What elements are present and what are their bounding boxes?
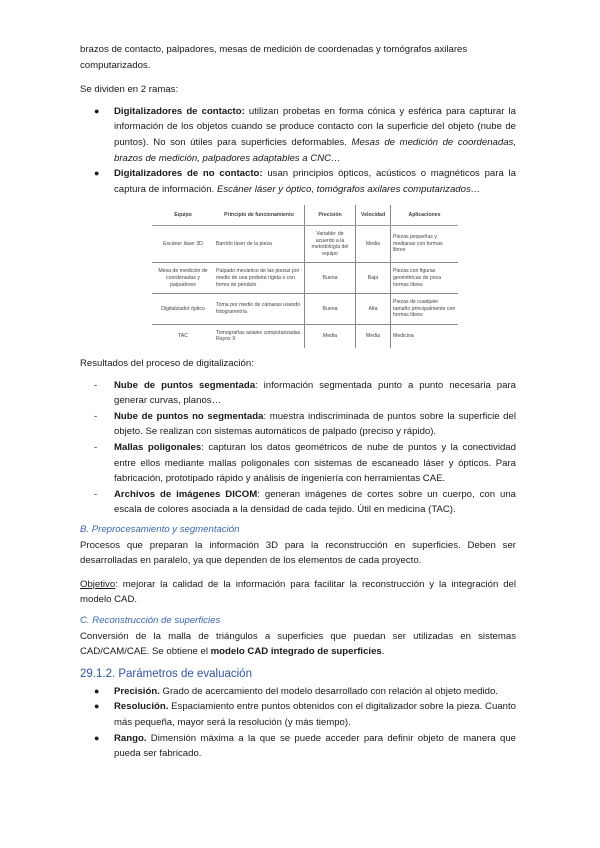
bullet-icon: ● (94, 732, 100, 743)
table-header: Principio de funcionamiento (214, 205, 305, 225)
table-cell: Barrido láser de la pieza (214, 225, 305, 262)
bullet-icon: ● (94, 168, 100, 179)
params-heading: 29.1.2. Parámetros de evaluación (80, 667, 252, 680)
document-page (80, 42, 516, 762)
param-item: ● Resolución. Espaciamiento entre puntos obtenidos con el digitalizador sobre la pieza. Cuanto más pequeña, mayor será la resolución (y más tiempo). (94, 701, 516, 728)
table-cell: Digitalizador óptico (152, 294, 214, 325)
table-cell: Variable: de acuerdo a la metodología del equipo (305, 225, 356, 262)
table-header: Aplicaciones (391, 205, 459, 225)
digitizer-comparison-table (152, 205, 458, 348)
table-cell: Escáner láser 3D (152, 225, 214, 262)
result-item: - Nube de puntos segmentada: información segmentada punto a punto necesaria para generar curvas, planos… (94, 379, 516, 407)
table-cell: TAC (178, 333, 188, 340)
objective-paragraph: Objetivo: mejorar la calidad de la información para facilitar la reconstrucción y la integración del modelo CAD. (80, 578, 516, 606)
table-cell: Media (305, 324, 356, 348)
table-header: Precisión (305, 205, 356, 225)
table-header-row (152, 205, 458, 225)
table-cell: Piezas con figuras geométricas de poca formas libres (391, 263, 459, 294)
bullet-icon: ● (94, 685, 100, 696)
table-cell: Tomografías axiales computarizadas. Rayos X (216, 329, 302, 343)
table-header: Equipo (152, 205, 214, 225)
result-item: - Mallas poligonales: capturan los datos geométricos de nube de puntos y la conectividad entre ellos mediante mallas poligonales con sistemas de escaneado láser y ópticos. Para fabricación, prototipado rápido y análisis de ingeniería con herramientas CAE. (94, 442, 516, 485)
section-c-text: Conversión de la malla de triángulos a superficies que puedan ser utilizadas en sistemas CAD/CAM/CAE. Se obtiene el modelo CAD integrado de superficies. (80, 630, 516, 658)
table-row (152, 225, 458, 262)
bullet-noncontact-digitizers: ● Digitalizadores de no contacto: usan principios ópticos, acústicos o magnéticos para la captura de información. Escáner láser y óptico, tomógrafos axilares computarizados… (94, 168, 516, 195)
branches-intro: Se dividen en 2 ramas: (80, 84, 179, 96)
table-row (152, 324, 458, 348)
section-b-text: Procesos que preparan la información 3D para la reconstrucción en superficies. Deben ser desarrolladas en paralelo, ya que dependen de los elementos de cada proyecto. (80, 539, 516, 567)
table-cell: Medicina (391, 324, 459, 348)
table-cell: Media (356, 225, 391, 262)
table-cell: Alta (356, 294, 391, 325)
result-item: - Nube de puntos no segmentada: muestra indiscriminada de puntos sobre la superficie del objeto. Se realizan con sistemas automáticos de palpado (preciso y rápido). (94, 410, 516, 438)
table-cell: Piezas pequeñas y medianas con formas libres (391, 225, 459, 262)
bullet-icon: ● (94, 701, 100, 712)
table-cell: Mesa de medición de coordenadas y palpadores (152, 263, 214, 294)
bullet-icon: ● (94, 105, 100, 116)
table-row (152, 294, 458, 325)
param-item: ● Precisión. Grado de acercamiento del modelo desarrollado con relación al objeto medido. (80, 684, 516, 700)
table-cell: Baja (356, 263, 391, 294)
section-b-heading: B. Preprocesamiento y segmentación (80, 524, 240, 535)
section-c-heading: C. Reconstrucción de superficies (80, 614, 221, 626)
result-item: - Archivos de imágenes DICOM: generan imágenes de cortes sobre un cuerpo, con una escala de colores asociada a la densidad de cada tejido. Útil en medicina (TAC). (94, 488, 516, 516)
table-cell: Buena (305, 263, 356, 294)
table-cell: Piezas de cualquier tamaño principalmente con formas libres (391, 294, 459, 325)
table-cell: Palpado mecánico de las piezas por medio de una probeta rígida o con forma de péndulo (214, 263, 305, 294)
table-header: Velocidad (356, 205, 391, 225)
bullet-contact-digitizers: ● Digitalizadores de contacto: utilizan probetas en forma cónica y esférica para capturar la información de los objetos cuando se produce contacto con la superficie del objeto (nube de puntos). No son útiles para superficies deformables. Mesas de medición de coordenadas, brazos de medición, palpadores adaptables a CNC… (94, 105, 517, 164)
table-row (152, 263, 458, 294)
table-cell: Toma por medio de cámaras usando fotogrametría (214, 294, 305, 325)
table-cell: Media (356, 324, 391, 348)
results-intro: Resultados del proceso de digitalización: (80, 358, 254, 370)
param-item: ● Rango. Dimensión máxima a la que se puede acceder para definir objeto de manera que pueda ser fabricado. (94, 732, 516, 760)
intro-paragraph: brazos de contacto, palpadores, mesas de medición de coordenadas y tomógrafos axilares computarizados. (80, 44, 468, 71)
table-cell: Buena (305, 294, 356, 325)
